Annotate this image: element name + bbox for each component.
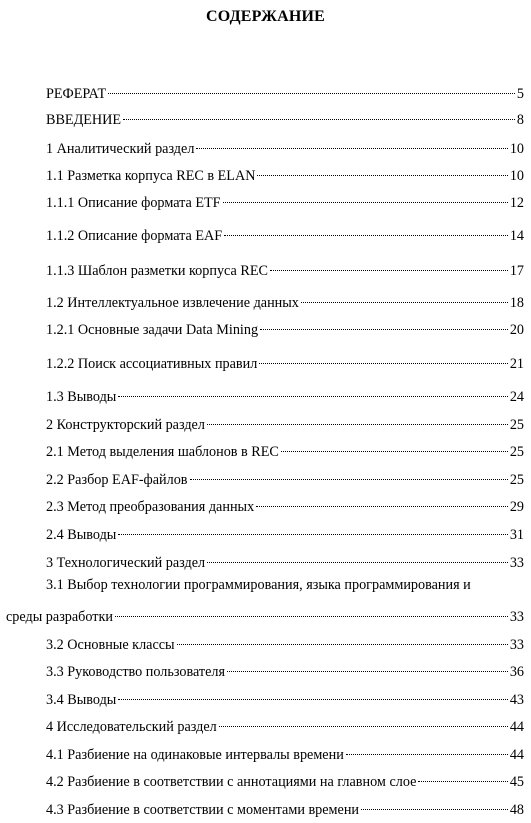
toc-page-number: 36 [509,664,524,680]
toc-page-number: 8 [516,112,524,128]
toc-entry-label: 2.3 Метод преобразования данных [46,499,255,515]
toc-page-number: 25 [509,472,524,488]
toc-entry-vvedenie[interactable] [46,106,524,129]
toc-leader-dots [281,438,508,456]
toc-entry-4-1[interactable] [46,741,524,764]
toc-entry-label: 3.4 Выводы [46,692,117,708]
toc-entry-1-3[interactable] [46,383,524,406]
toc-entry-2[interactable] [46,411,524,434]
toc-entry-label: 3.3 Руководство пользователя [46,664,225,680]
toc-entry-label: 2.2 Разбор EAF-файлов [46,472,188,488]
toc-leader-dots [118,521,507,539]
toc-entry-label: 4.1 Разбиение на одинаковые интервалы времени [46,747,344,763]
toc-page-number: 24 [509,389,524,405]
toc-leader-dots [196,135,507,153]
toc-entry-1-1-1[interactable] [46,189,524,212]
toc-leader-dots [115,603,508,621]
toc-entry-1-1-2[interactable] [46,222,524,245]
toc-leader-dots [118,686,507,704]
toc-entry-label: 1.2.2 Поиск ассоциативных правил [46,356,258,372]
toc-page-number: 5 [516,86,524,102]
toc-leader-dots [207,411,508,429]
toc-entry-label: ВВЕДЕНИЕ [46,112,122,128]
toc-entry-label: 1.1 Разметка корпуса REC в ELAN [46,168,256,184]
toc-leader-dots [270,257,508,275]
toc-leader-dots [260,316,508,334]
toc-leader-dots [223,189,508,207]
toc-page-number: 48 [509,802,524,818]
toc-entry-1-1[interactable] [46,162,524,185]
toc-page-number: 45 [509,774,524,790]
toc-entry-1-2-1[interactable] [46,316,524,339]
toc-page-number: 33 [509,609,524,625]
toc-page-number: 21 [509,356,524,372]
toc-page-number: 31 [509,527,524,543]
toc-leader-dots [219,713,508,731]
toc-page-number: 20 [509,322,524,338]
toc-page-number: 44 [509,747,524,763]
toc-leader-dots [257,162,507,180]
toc-page-number: 43 [509,692,524,708]
toc-page-number: 10 [509,141,524,157]
toc-entry-label: 4.2 Разбиение в соответствии с аннотациями на главном слое [46,774,417,790]
toc-entry-2-1[interactable] [46,438,524,461]
toc-leader-dots [301,289,508,307]
toc-entry-2-4[interactable] [46,521,524,544]
toc-leader-dots [123,106,515,124]
toc-entry-4-3[interactable] [46,796,524,819]
toc-page-number: 33 [509,555,524,571]
toc-entry-label: 3 Технологический раздел [46,555,206,571]
toc-leader-dots [259,350,508,368]
toc-leader-dots [177,631,508,649]
toc-entry-label: 2 Конструкторский раздел [46,417,205,433]
toc-leader-dots [118,383,507,401]
toc-page-number: 29 [509,499,524,515]
toc-entry-3[interactable] [46,549,524,572]
toc-entry-label: 1.2.1 Основные задачи Data Mining [46,322,259,338]
page-title: СОДЕРЖАНИЕ [205,8,326,25]
toc-leader-dots [361,796,508,814]
toc-entry-label: 4 Исследовательский раздел [46,719,217,735]
toc-entry-3-4[interactable] [46,686,524,709]
toc-entry-3-1-line1[interactable]: 3.1 Выбор технологии программирования, языка программирования и [46,577,471,593]
toc-page-number: 12 [509,195,524,211]
toc-entry-label: среды разработки [6,609,113,625]
toc-page-number: 25 [509,444,524,460]
toc-entry-label: 1.3 Выводы [46,389,117,405]
toc-entry-4-2[interactable] [46,768,524,791]
toc-leader-dots [346,741,508,759]
toc-leader-dots [256,493,508,511]
toc-page-number: 10 [509,168,524,184]
toc-entry-2-2[interactable] [46,466,524,489]
toc-entry-label: 1.2 Интеллектуальное извлечение данных [46,295,299,311]
toc-leader-dots [224,222,508,240]
toc-entry-1-1-3[interactable] [46,257,524,280]
toc-entry-label: 2.1 Метод выделения шаблонов в REC [46,444,279,460]
toc-entry-3-1[interactable] [6,603,524,626]
toc-entry-label: 3.2 Основные классы [46,637,175,653]
toc-entry-3-2[interactable] [46,631,524,654]
toc-page-number: 25 [509,417,524,433]
toc-page-number: 14 [509,228,524,244]
toc-entry-label: 4.3 Разбиение в соответствии с моментами времени [46,802,360,818]
toc-leader-dots [108,80,515,98]
toc-page-number: 44 [509,719,524,735]
toc-entry-1[interactable] [46,135,524,158]
toc-entry-1-2-2[interactable] [46,350,524,373]
toc-entry-label: 2.4 Выводы [46,527,117,543]
toc-page-number: 18 [509,295,524,311]
toc-entry-label: РЕФЕРАТ [46,86,107,102]
toc-page-number: 17 [509,263,524,279]
toc-entry-label: 1.1.2 Описание формата EAF [46,228,223,244]
toc-entry-label: 1.1.3 Шаблон разметки корпуса REC [46,263,268,279]
toc-entry-label: 1 Аналитический раздел [46,141,195,157]
toc-leader-dots [207,549,508,567]
toc-entry-label: 1.1.1 Описание формата ETF [46,195,221,211]
toc-entry-2-3[interactable] [46,493,524,516]
toc-leader-dots [418,768,507,786]
toc-entry-3-3[interactable] [46,658,524,681]
toc-leader-dots [227,658,508,676]
toc-leader-dots [190,466,508,484]
toc-page-number: 33 [509,637,524,653]
toc-entry-referat[interactable] [46,80,524,103]
toc-entry-1-2[interactable] [46,289,524,312]
toc-entry-4[interactable] [46,713,524,736]
